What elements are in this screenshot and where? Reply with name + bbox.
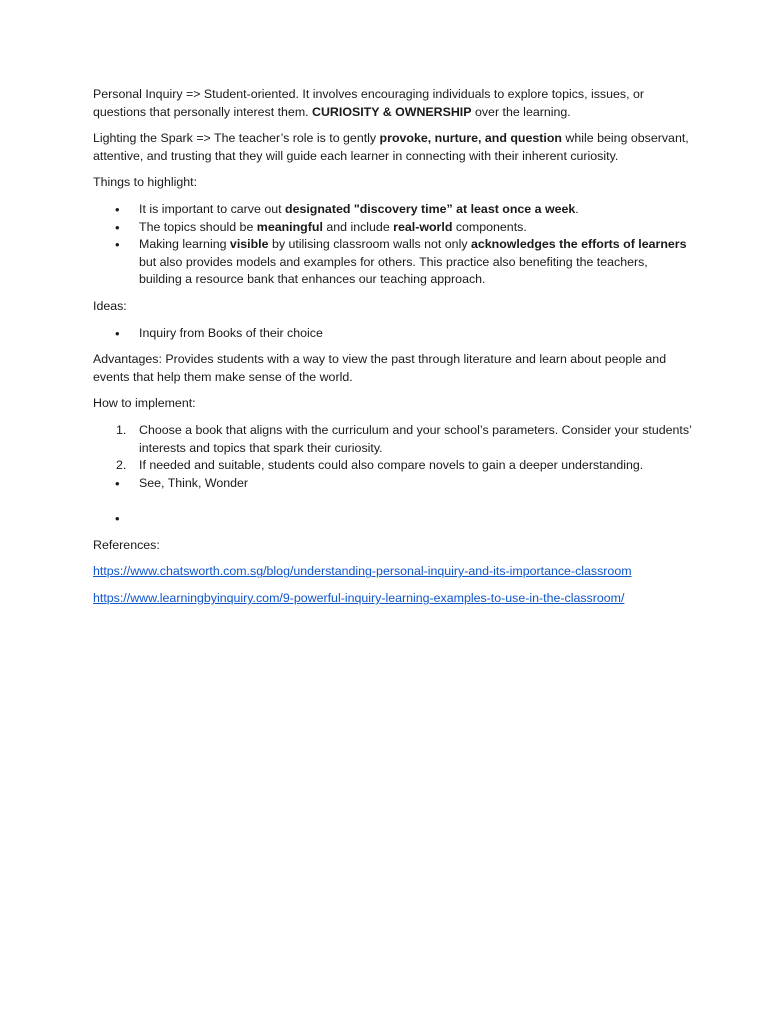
heading-how-to-implement: How to implement:	[93, 396, 196, 411]
implement-extra-list	[93, 475, 693, 528]
heading-references: References:	[93, 537, 160, 552]
paragraph-lighting-the-spark: Lighting the Spark => The teacher’s role is to gently provoke, nurture, and question while being observant, attentive, and trusting that they will guide each learner in connecting with their inherent curiosity.	[93, 131, 689, 163]
list-item: • Inquiry from Books of their choice	[93, 325, 693, 343]
bullet-icon	[115, 325, 135, 344]
reference-link-learningbyinquiry[interactable]: https://www.learningbyinquiry.com/9-powerful-inquiry-learning-examples-to-use-in-the-classroom/	[93, 591, 625, 606]
list-item: 2. If needed and suitable, students could also compare novels to gain a deeper understanding.	[93, 457, 693, 475]
heading-ideas: Ideas:	[93, 298, 127, 313]
highlights-list	[93, 201, 693, 289]
list-item: • See, Think, Wonder	[93, 475, 693, 493]
document-page	[93, 86, 693, 617]
step-number: 2.	[116, 458, 127, 473]
bullet-icon	[115, 201, 135, 220]
heading-things-to-highlight: Things to highlight:	[93, 175, 198, 190]
bullet-icon	[115, 219, 135, 238]
empty-line	[93, 492, 693, 510]
reference-link-chatsworth[interactable]: https://www.chatsworth.com.sg/blog/understanding-personal-inquiry-and-its-importance-classroom	[93, 564, 632, 579]
list-item-empty	[93, 510, 693, 528]
ideas-list	[93, 325, 693, 343]
step-number: 1.	[116, 422, 127, 437]
list-item: • The topics should be meaningful and include real-world components.	[93, 219, 693, 237]
bullet-icon	[115, 475, 135, 494]
reference-item	[93, 590, 693, 608]
paragraph-advantages: Advantages: Provides students with a way to view the past through literature and learn about people and events that help them make sense of the world.	[93, 352, 667, 384]
list-item: • Making learning visible by utilising classroom walls not only acknowledges the efforts of learners but also provides models and examples for others. This practice also benefiting the teachers, building a resource bank that enhances our teaching approach.	[93, 236, 693, 289]
bullet-icon	[115, 236, 135, 255]
implement-steps-list	[93, 422, 693, 475]
list-item: • It is important to carve out designated "discovery time” at least once a week.	[93, 201, 693, 219]
bullet-icon	[115, 510, 135, 529]
list-item: 1. Choose a book that aligns with the curriculum and your school’s parameters. Consider your students’ interests and topics that spark their curiosity.	[116, 422, 692, 455]
paragraph-personal-inquiry: Personal Inquiry => Student-oriented. It involves encouraging individuals to explore topics, issues, or questions that personally interest them. CURIOSITY & OWNERSHIP over the learning.	[93, 87, 645, 119]
reference-item	[93, 563, 693, 581]
